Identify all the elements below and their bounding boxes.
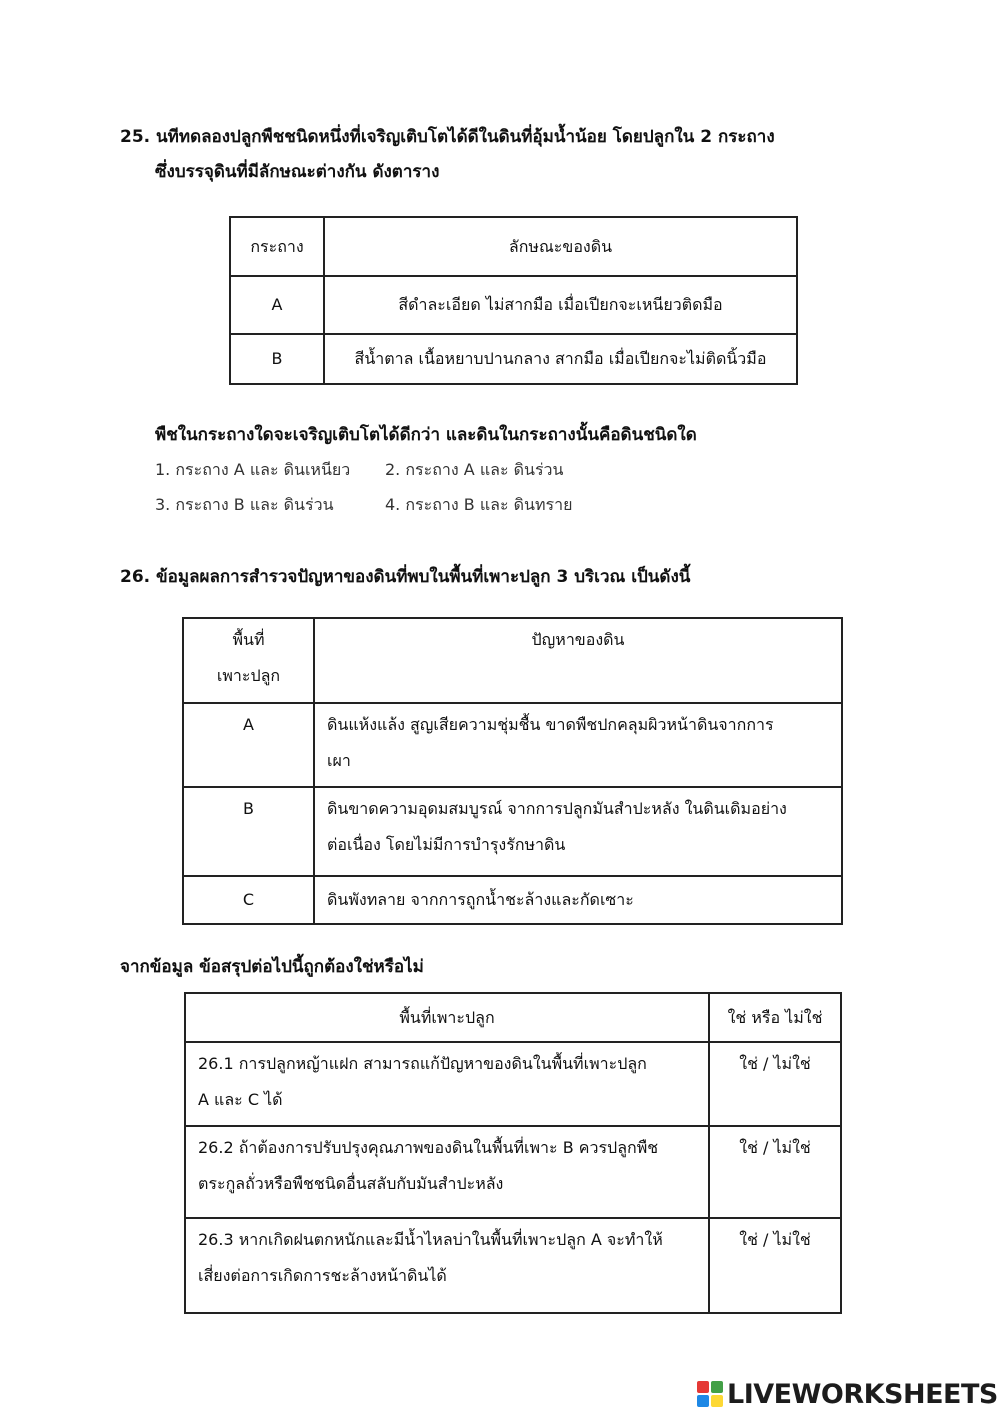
q25-soil-table: [229, 216, 798, 385]
q25-question: พืชในกระถางใดจะเจริญเติบโตได้ดีกว่า และดินในกระถางนั้นคือดินชนิดใด: [155, 425, 697, 445]
q25-row-b-desc: สีน้ำตาล เนื้อหยาบปานกลาง สากมือ เมื่อเปียกจะไม่ติดนิ้วมือ: [324, 334, 797, 384]
logo-text: LIVEWORKSHEETS: [727, 1378, 998, 1410]
q26-row-a-problem: ดินแห้งแล้ง สูญเสียความชุ่มชื้น ขาดพืชปกคลุมผิวหน้าดินจากการ เผา: [314, 703, 842, 787]
q26-statement-2: 26.2 ถ้าต้องการปรับปรุงคุณภาพของดินในพื้นที่เพาะ B ควรปลูกพืช ตระกูลถั่วหรือพืชชนิดอื่นสลับกับมันสำปะหลัง: [185, 1126, 709, 1218]
q26-text-line1: 26. ข้อมูลผลการสำรวจปัญหาของดินที่พบในพื้นที่เพาะปลูก 3 บริเวณ เป็นดังนี้: [120, 567, 691, 587]
logo-square-blue: [697, 1395, 709, 1407]
q26-answer-header-yesno: ใช่ หรือ ไม่ใช่: [709, 993, 841, 1042]
q26-answer-header-area: พื้นที่เพาะปลูก: [185, 993, 709, 1042]
q26-answer-table: [184, 992, 842, 1314]
q26-header-area: พื้นที่ เพาะปลูก: [183, 618, 314, 703]
q26-row-b-area: B: [183, 787, 314, 876]
q25-choice-2[interactable]: 2. กระถาง A และ ดินร่วน: [385, 460, 564, 479]
q25-header-pot: กระถาง: [230, 217, 324, 276]
q25-text-line1: 25. นทีทดลองปลูกพืชชนิดหนึ่งที่เจริญเติบโตได้ดีในดินที่อุ้มน้ำน้อย โดยปลูกใน 2 กระถาง: [120, 127, 775, 147]
q25-row-a-desc: สีดำละเอียด ไม่สากมือ เมื่อเปียกจะเหนียวติดมือ: [324, 276, 797, 334]
logo-square-red: [697, 1381, 709, 1393]
q25-row-b-pot: B: [230, 334, 324, 384]
q25-text-line2: ซึ่งบรรจุดินที่มีลักษณะต่างกัน ดังตาราง: [155, 162, 440, 182]
q26-statement-3: 26.3 หากเกิดฝนตกหนักและมีน้ำไหลบ่าในพื้นที่เพาะปลูก A จะทำให้ เสี่ยงต่อการเกิดการชะล้างหน้าดินได้: [185, 1218, 709, 1313]
liveworksheets-logo-icon: [697, 1381, 723, 1407]
q26-row-a-area: A: [183, 703, 314, 787]
q25-choice-4[interactable]: 4. กระถาง B และ ดินทราย: [385, 495, 573, 514]
q26-answer-2[interactable]: ใช่ / ไม่ใช่: [709, 1126, 841, 1218]
q26-row-c-problem: ดินพังทลาย จากการถูกน้ำชะล้างและกัดเซาะ: [314, 876, 842, 924]
q26-statement-1: 26.1 การปลูกหญ้าแฝก สามารถแก้ปัญหาของดินในพื้นที่เพาะปลูก A และ C ได้: [185, 1042, 709, 1126]
liveworksheets-logo: [697, 1378, 998, 1410]
q26-prompt: จากข้อมูล ข้อสรุปต่อไปนี้ถูกต้องใช่หรือไม่: [120, 957, 424, 977]
q25-header-soil: ลักษณะของดิน: [324, 217, 797, 276]
q26-row-b-problem: ดินขาดความอุดมสมบูรณ์ จากการปลูกมันสำปะหลัง ในดินเดิมอย่าง ต่อเนื่อง โดยไม่มีการบำรุงรักษาดิน: [314, 787, 842, 876]
q26-answer-1[interactable]: ใช่ / ไม่ใช่: [709, 1042, 841, 1126]
q26-answer-3[interactable]: ใช่ / ไม่ใช่: [709, 1218, 841, 1313]
q25-row-a-pot: A: [230, 276, 324, 334]
logo-square-green: [711, 1381, 723, 1393]
q26-header-problem: ปัญหาของดิน: [314, 618, 842, 703]
q26-problem-table: [182, 617, 843, 925]
logo-square-yellow: [711, 1395, 723, 1407]
q25-choice-1[interactable]: 1. กระถาง A และ ดินเหนียว: [155, 460, 351, 479]
q26-row-c-area: C: [183, 876, 314, 924]
q25-choice-3[interactable]: 3. กระถาง B และ ดินร่วน: [155, 495, 334, 514]
